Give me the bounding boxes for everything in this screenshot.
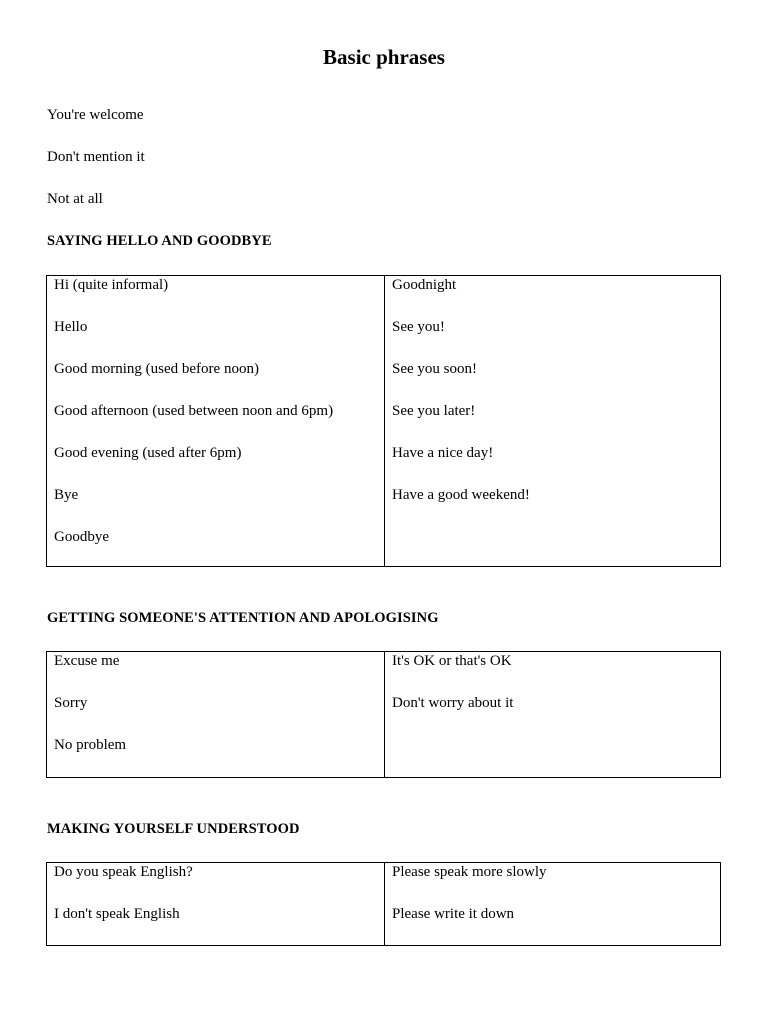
table-column-left xyxy=(47,652,385,777)
section-heading-making-understood: MAKING YOURSELF UNDERSTOOD xyxy=(47,821,300,837)
table-column-right xyxy=(385,652,720,777)
phrase-item: See you! xyxy=(392,319,445,335)
phrase-item: See you soon! xyxy=(392,361,477,377)
phrase-item: Goodnight xyxy=(392,277,457,293)
phrase-item: Hi (quite informal) xyxy=(54,277,169,293)
phrase-item: Excuse me xyxy=(54,653,120,669)
intro-line-3: Not at all xyxy=(47,191,103,207)
phrase-item: Hello xyxy=(54,319,88,335)
table-column-right xyxy=(385,276,720,566)
table-column-left xyxy=(47,276,385,566)
phrase-item: I don't speak English xyxy=(54,906,180,922)
phrase-item: Good morning (used before noon) xyxy=(54,361,259,377)
phrase-item: See you later! xyxy=(392,403,476,419)
phrase-item: It's OK or that's OK xyxy=(392,653,512,669)
section-heading-hello-goodbye: SAYING HELLO AND GOODBYE xyxy=(47,233,272,249)
phrase-item: No problem xyxy=(54,737,127,753)
phrase-item: Do you speak English? xyxy=(54,864,193,880)
phrase-item: Good evening (used after 6pm) xyxy=(54,445,242,461)
phrase-table-attention-apologising xyxy=(46,651,721,778)
intro-line-2: Don't mention it xyxy=(47,149,145,165)
phrase-table-making-understood xyxy=(46,862,721,946)
phrase-item: Please write it down xyxy=(392,906,515,922)
phrase-item: Sorry xyxy=(54,695,88,711)
phrase-table-hello-goodbye xyxy=(46,275,721,567)
table-column-left xyxy=(47,863,385,945)
intro-line-1: You're welcome xyxy=(47,107,144,123)
page-title: Basic phrases xyxy=(323,45,445,69)
table-column-right xyxy=(385,863,720,945)
phrase-item: Don't worry about it xyxy=(392,695,514,711)
phrase-item: Good afternoon (used between noon and 6pm) xyxy=(54,403,334,419)
phrase-item: Bye xyxy=(54,487,79,503)
phrase-item: Have a nice day! xyxy=(392,445,494,461)
phrase-item: Goodbye xyxy=(54,529,109,545)
phrase-item: Please speak more slowly xyxy=(392,864,547,880)
phrase-item: Have a good weekend! xyxy=(392,487,530,503)
section-heading-attention-apologising: GETTING SOMEONE'S ATTENTION AND APOLOGISING xyxy=(47,610,439,626)
